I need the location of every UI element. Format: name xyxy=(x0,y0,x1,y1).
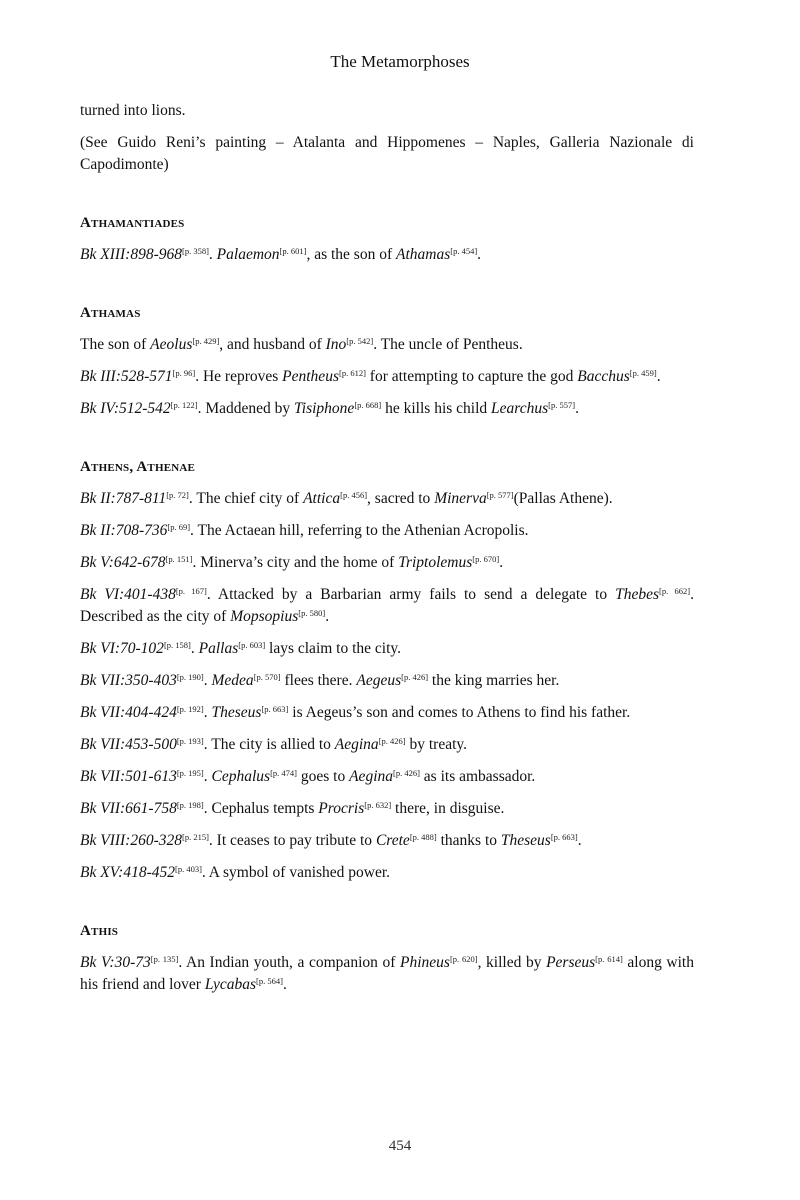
book-reference[interactable]: Bk XIII:898-968 xyxy=(80,246,182,263)
page-content xyxy=(80,100,694,1006)
text: . xyxy=(656,368,661,385)
page-link[interactable]: [p. 192] xyxy=(176,704,204,714)
name-link[interactable]: Theseus xyxy=(500,832,551,849)
name-link[interactable]: Palaemon xyxy=(216,246,280,263)
page-header: The Metamorphoses xyxy=(330,52,470,71)
page-link[interactable]: [p. 454] xyxy=(450,246,478,256)
text: . xyxy=(203,672,212,689)
text: . The Actaean hill, referring to the Athenian Acropolis. xyxy=(190,522,529,539)
text: he kills his child xyxy=(381,400,492,417)
name-link[interactable]: Aegeus xyxy=(356,672,402,689)
entry-paragraph xyxy=(80,830,694,852)
entry-paragraph xyxy=(80,584,694,628)
name-link[interactable]: Cephalus xyxy=(211,768,271,785)
page-link[interactable]: [p. 601] xyxy=(279,246,307,256)
page-link[interactable]: [p. 426] xyxy=(401,672,429,682)
page-link[interactable]: [p. 542] xyxy=(346,336,374,346)
text: flees there. xyxy=(280,672,357,689)
text: is Aegeus’s son and comes to Athens to find his father. xyxy=(288,704,631,721)
entry-paragraph xyxy=(80,862,694,884)
entry-athamantiades xyxy=(80,212,694,266)
text: . xyxy=(325,608,330,625)
name-link[interactable]: Phineus xyxy=(400,954,450,971)
text: . xyxy=(282,976,287,993)
entry-heading: Athamas xyxy=(80,305,141,321)
entry-athamas xyxy=(80,302,694,420)
name-link[interactable]: Tisiphone xyxy=(294,400,355,417)
text: . xyxy=(190,640,199,657)
book-reference[interactable]: Bk VII:501-613 xyxy=(80,768,177,785)
text: . Cephalus tempts xyxy=(203,800,319,817)
name-link[interactable]: Bacchus xyxy=(577,368,630,385)
text: The son of xyxy=(80,336,151,353)
book-reference[interactable]: Bk V:30-73 xyxy=(80,954,151,971)
text: for attempting to capture the god xyxy=(365,368,578,385)
name-link[interactable]: Athamas xyxy=(396,246,451,263)
book-reference[interactable]: Bk VII:661-758 xyxy=(80,800,177,817)
text: . The chief city of xyxy=(188,490,304,507)
page-link[interactable]: [p. 195] xyxy=(176,768,204,778)
name-link[interactable]: Procris xyxy=(318,800,365,817)
name-link[interactable]: Triptolemus xyxy=(398,554,473,571)
text: , and husband of xyxy=(219,336,326,353)
text: thanks to xyxy=(436,832,501,849)
entry-athis xyxy=(80,920,694,996)
name-link[interactable]: Perseus xyxy=(546,954,596,971)
name-link[interactable]: Minerva xyxy=(434,490,487,507)
text: . xyxy=(575,400,579,417)
page-link[interactable]: [p. 459] xyxy=(629,368,657,378)
page-link[interactable]: [p. 663] xyxy=(261,704,289,714)
page-link[interactable]: [p. 612] xyxy=(338,368,366,378)
text: . Attacked by a Barbarian army fails to send a delegate to xyxy=(206,586,616,603)
book-reference[interactable]: Bk VII:404-424 xyxy=(80,704,177,721)
text: lays claim to the city. xyxy=(265,640,402,657)
page-link[interactable]: [p. 668] xyxy=(354,400,382,410)
entry-paragraph xyxy=(80,334,694,356)
page-link[interactable]: [p. 564] xyxy=(256,976,283,986)
text: , as the son of xyxy=(306,246,396,263)
entry-paragraph xyxy=(80,638,694,660)
page-link[interactable]: [p. 488] xyxy=(409,832,437,842)
page-link[interactable]: [p. 570] xyxy=(253,672,281,682)
name-link[interactable]: Attica xyxy=(303,490,341,507)
text: . Minerva’s city and the home of xyxy=(192,554,399,571)
name-link[interactable]: Aeolus xyxy=(150,336,193,353)
text: there, in disguise. xyxy=(391,800,505,817)
text: . A symbol of vanished power. xyxy=(201,864,391,881)
page-link[interactable]: [p. 426] xyxy=(393,768,420,778)
page-link[interactable]: [p. 151] xyxy=(165,554,193,564)
entry-athens xyxy=(80,456,694,884)
page-link[interactable]: [p. 358] xyxy=(182,246,209,256)
page-link[interactable]: [p. 167] xyxy=(175,586,207,596)
name-link[interactable]: Aegina xyxy=(349,768,393,785)
page-link[interactable]: [p. 663] xyxy=(550,832,578,842)
name-link[interactable]: Aegina xyxy=(334,736,379,753)
book-reference[interactable]: Bk III:528-571 xyxy=(80,368,173,385)
text: as its ambassador. xyxy=(419,768,536,785)
entry-paragraph xyxy=(80,488,694,510)
text: by treaty. xyxy=(405,736,468,753)
page-link[interactable]: [p. 426] xyxy=(378,736,406,746)
entry-paragraph xyxy=(80,798,694,820)
text: . xyxy=(499,554,504,571)
text: . The city is allied to xyxy=(203,736,335,753)
entry-paragraph xyxy=(80,670,694,692)
page-link[interactable]: [p. 614] xyxy=(595,954,623,964)
entry-paragraph xyxy=(80,366,694,388)
text: . Described as the city of xyxy=(80,586,694,625)
name-link[interactable]: Pentheus xyxy=(282,368,339,385)
page-link[interactable]: [p. 620] xyxy=(449,954,478,964)
name-link[interactable]: Lycabas xyxy=(204,976,257,993)
text: along with his friend and lover xyxy=(80,954,694,993)
text: . xyxy=(208,246,217,263)
entry-paragraph xyxy=(80,520,694,542)
page-link[interactable]: [p. 662] xyxy=(659,586,691,596)
page-link[interactable]: [p. 403] xyxy=(174,864,202,874)
page-link[interactable]: [p. 69] xyxy=(167,522,191,532)
intro-line: turned into lions. xyxy=(80,102,186,119)
entry-paragraph xyxy=(80,398,694,420)
text: the king marries her. xyxy=(428,672,560,689)
entry-paragraph xyxy=(80,766,694,788)
page-link[interactable]: [p. 135] xyxy=(150,954,179,964)
page-number: 454 xyxy=(388,1138,412,1154)
page-link[interactable]: [p. 122] xyxy=(170,400,198,410)
name-link[interactable]: Ino xyxy=(325,336,347,353)
book-reference[interactable]: Bk VIII:260-328 xyxy=(80,832,182,849)
page-link[interactable]: [p. 198] xyxy=(176,800,204,810)
book-reference[interactable]: Bk IV:512-542 xyxy=(80,400,171,417)
entry-paragraph xyxy=(80,952,694,996)
name-link[interactable]: Crete xyxy=(375,832,410,849)
text: . He reproves xyxy=(195,368,283,385)
name-link[interactable]: Learchus xyxy=(491,400,549,417)
page-link[interactable]: [p. 158] xyxy=(163,640,191,650)
text: , killed by xyxy=(477,954,547,971)
name-link[interactable]: Pallas xyxy=(198,640,239,657)
book-reference[interactable]: Bk VII:453-500 xyxy=(80,736,177,753)
name-link[interactable]: Mopsopius xyxy=(230,608,299,625)
page-link[interactable]: [p. 190] xyxy=(176,672,204,682)
text: goes to xyxy=(297,768,350,785)
entry-heading: Athamantiades xyxy=(80,215,185,231)
book-reference[interactable]: Bk VI:70-102 xyxy=(80,640,164,657)
name-link[interactable]: Medea xyxy=(211,672,254,689)
page-link[interactable]: [p. 215] xyxy=(182,832,209,842)
text: . xyxy=(577,832,582,849)
intro-note: (See Guido Reni’s painting – Atalanta and Hippomenes – Naples, Galleria Nazionale di Capodimonte) xyxy=(80,134,694,173)
page-link[interactable]: [p. 96] xyxy=(172,368,196,378)
name-link[interactable]: Theseus xyxy=(211,704,262,721)
page-link[interactable]: [p. 577] xyxy=(486,490,514,500)
page-link[interactable]: [p. 429] xyxy=(192,336,220,346)
book-reference[interactable]: Bk VII:350-403 xyxy=(80,672,177,689)
text: . xyxy=(203,768,212,785)
entry-paragraph xyxy=(80,552,694,574)
entry-heading: Athis xyxy=(80,923,119,939)
entry-paragraph xyxy=(80,702,694,724)
entry-heading: Athens, Athenae xyxy=(80,459,196,475)
text: . xyxy=(477,246,482,263)
text: (Pallas Athene). xyxy=(513,490,613,507)
page-link[interactable]: [p. 632] xyxy=(364,800,392,810)
text: . An Indian youth, a companion of xyxy=(178,954,400,971)
page-link[interactable]: [p. 456] xyxy=(340,490,368,500)
text: , sacred to xyxy=(367,490,435,507)
text: . Maddened by xyxy=(197,400,295,417)
entry-paragraph xyxy=(80,734,694,756)
text: . xyxy=(203,704,212,721)
page-link[interactable]: [p. 193] xyxy=(176,736,204,746)
book-reference[interactable]: Bk V:642-678 xyxy=(80,554,166,571)
name-link[interactable]: Thebes xyxy=(615,586,660,603)
book-reference[interactable]: Bk VI:401-438 xyxy=(80,586,176,603)
page-link[interactable]: [p. 474] xyxy=(270,768,297,778)
book-reference[interactable]: Bk II:708-736 xyxy=(80,522,168,539)
page-link[interactable]: [p. 603] xyxy=(238,640,266,650)
page-link[interactable]: [p. 557] xyxy=(548,400,576,410)
book-reference[interactable]: Bk II:787-811 xyxy=(80,490,167,507)
page-link[interactable]: [p. 580] xyxy=(298,608,326,618)
entry-paragraph xyxy=(80,244,694,266)
page-link[interactable]: [p. 72] xyxy=(166,490,189,500)
text: . The uncle of Pentheus. xyxy=(373,336,523,353)
page-link[interactable]: [p. 670] xyxy=(472,554,500,564)
text: . It ceases to pay tribute to xyxy=(208,832,376,849)
book-reference[interactable]: Bk XV:418-452 xyxy=(80,864,175,881)
